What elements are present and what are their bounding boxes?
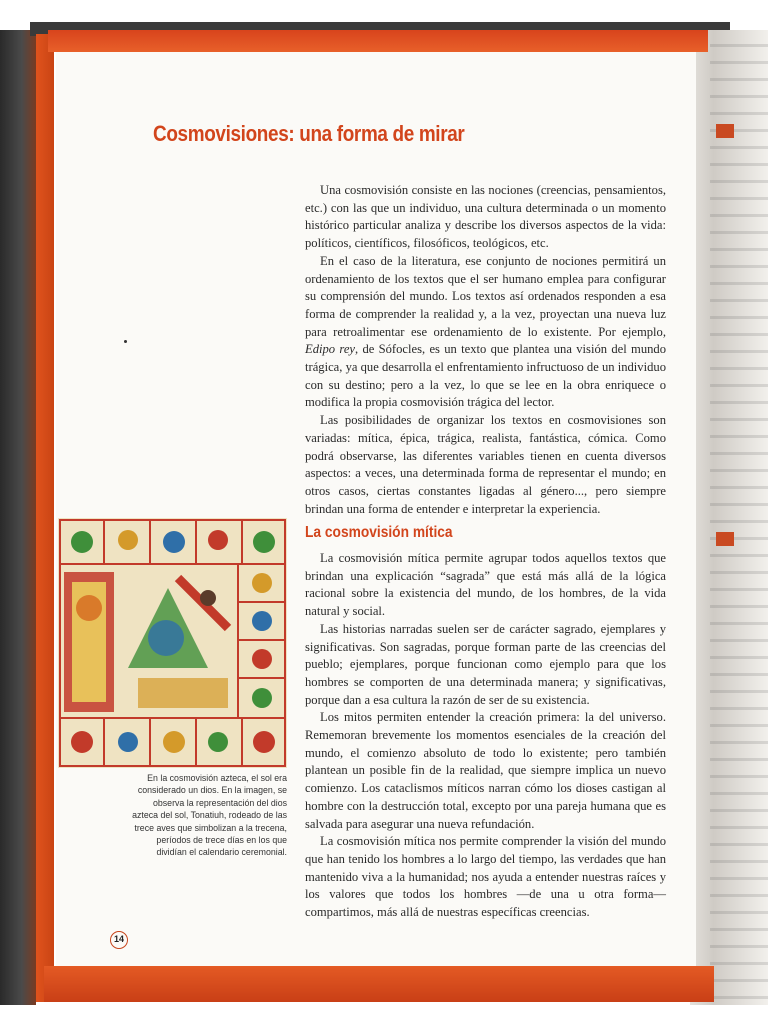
scanner-edge-left bbox=[0, 30, 36, 1005]
intro-paragraph: Las posibilidades de organizar los textos en cosmovisiones son variadas: mítica, épica, trágica, realista, fantástica, cómica. Como podrá observarse, las diferentes variables tienen en cuenta diversos aspectos: a veces, una determinada forma de representar el mundo; en otros casos, ciertas constantes ligadas al género..., pero siempre brindan una forma de entender e interpretar la experiencia. bbox=[305, 413, 666, 516]
top-color-band bbox=[48, 30, 708, 52]
bottom-color-band bbox=[44, 966, 714, 1002]
page-title: Cosmovisiones: una forma de mirar bbox=[153, 121, 465, 146]
section-paragraph: Los mitos permiten entender la creación primera: la del universo. Rememoran brevemente los momentos esenciales de la creación del mundo, el comienzo absoluto de todo lo existente; pero también plantean un posible fin de la realidad, que siempre implica un nuevo comienzo. Los cataclismos míticos narran cómo los dioses castigan al hombre con la destrucción total, excepto por una pareja humana que es salvada para asegurar una nueva refundación. bbox=[305, 710, 666, 831]
intro-paragraph: Una cosmovisión consiste en las nociones (creencias, pensamientos, etc.) con las que un individuo, una cultura determinada o un momento histórico particular analiza y describe los diversos aspectos de la vida: políticos, científicos, filosóficos, teológicos, etc. bbox=[305, 183, 666, 251]
section-paragraph: La cosmovisión mítica permite agrupar todos aquellos textos que brindan una explicación “sagrada” que está más allá de la lógica racional sobre la existencia del mundo, de los hombres, de la vida natural y social. bbox=[305, 551, 666, 619]
section-title: La cosmovisión mítica bbox=[305, 524, 453, 541]
spine-band bbox=[36, 34, 54, 1002]
next-page-text-bleed bbox=[710, 30, 768, 1005]
codex-illustration bbox=[58, 518, 287, 768]
section-paragraph: Las historias narradas suelen ser de carácter sagrado, ejemplares y significativas. Son sagradas, porque forman parte de las creencias del pueblo; ejemplares, porque funcionan como ejemplo para que los hombres se comporten de una determinada manera; y significativas, porque dan a esa cultura la razón de ser de su existencia. bbox=[305, 621, 666, 707]
next-page-heading-fragment bbox=[716, 124, 734, 138]
work-title: Edipo rey bbox=[305, 342, 355, 357]
scan-speck bbox=[124, 340, 127, 343]
intro-text bbox=[305, 182, 666, 518]
intro-paragraph bbox=[305, 253, 666, 412]
intro-paragraph-end: , de Sófocles, es un texto que plantea una visión del mundo trágica, ya que desarrolla el enfrentamiento infructuoso de un individuo con su destino; pero a la vez, lo que se lee en la obra enriquece o modifica la propia cosmovisión trágica del lector. bbox=[305, 342, 667, 410]
page-number: 14 bbox=[110, 931, 128, 949]
section-text bbox=[305, 550, 666, 922]
section-paragraph: La cosmovisión mítica nos permite comprender la visión del mundo que han tenido los hombres a lo largo del tiempo, las verdades que han mantenido viva a la humanidad; nos ayuda a entender nuestras raíces y los valores que todos los hombres —de una u otra forma— compartimos, más allá de nuestras específicas creencias. bbox=[305, 834, 666, 920]
aztec-codex-image bbox=[58, 518, 287, 768]
next-page-heading-fragment bbox=[716, 532, 734, 546]
image-caption: En la cosmovisión azteca, el sol era considerado un dios. En la imagen, se observa la representación del dios azteca del sol, Tonatiuh, rodeado de las trece aves que simbolizan a la trecena, períodos de trece días en los que dividían el calendario ceremonial. bbox=[132, 773, 287, 858]
intro-paragraph-start: En el caso de la literatura, ese conjunto de nociones permitirá un ordenamiento de los textos que el ser humano emplea para configurar su comprensión del mundo. Los textos así ordenados responden a esa forma de comprender la realidad y, a la vez, proyectan una nueva luz para retroalimentar ese ordenamiento de lo existente. Por ejemplo, bbox=[305, 253, 666, 339]
